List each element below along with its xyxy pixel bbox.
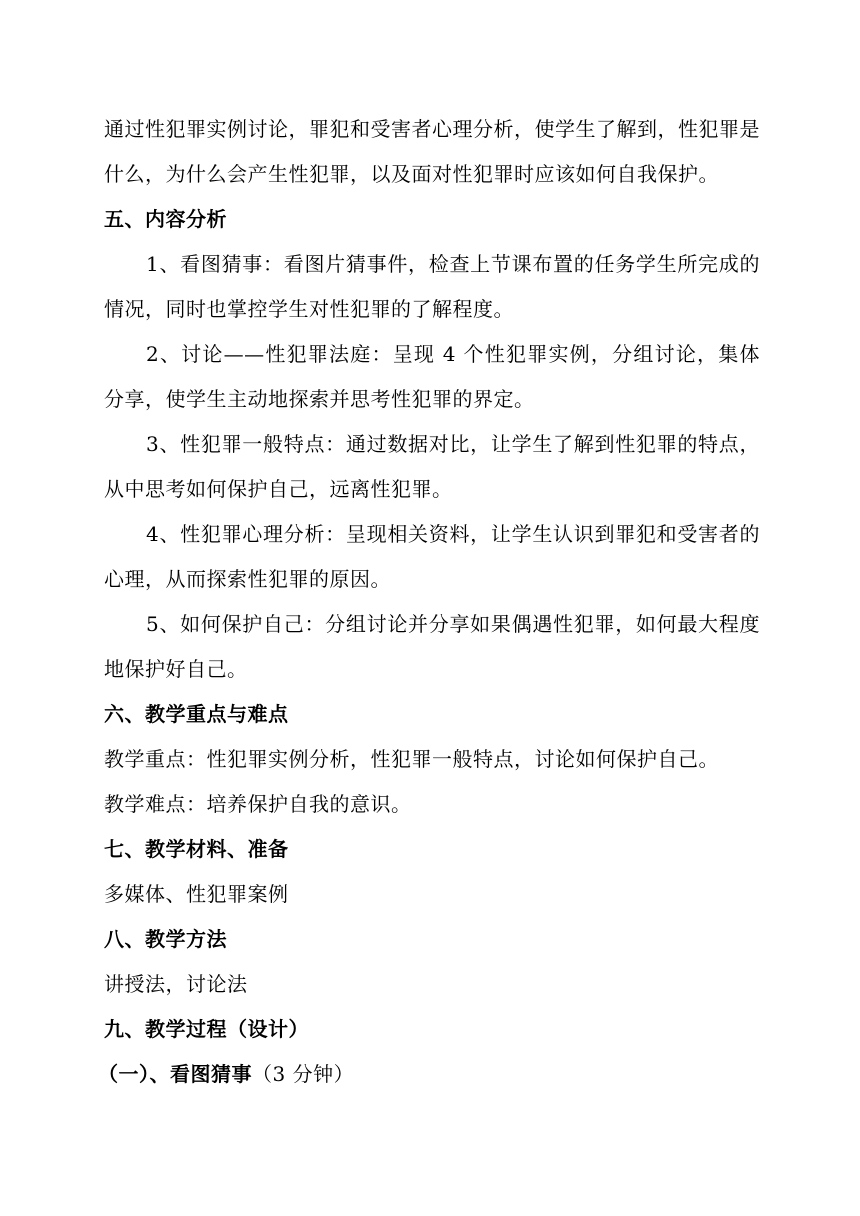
key-points-text: 教学重点：性犯罪实例分析，性犯罪一般特点，讨论如何保护自己。 [104,747,719,771]
content-item-5: 5、如何保护自己：分组讨论并分享如果偶遇性犯罪，如何最大程度地保护好自己。 [104,612,760,681]
methods-text: 讲授法，讨论法 [104,972,248,996]
process-step-1-heading [98,1052,760,1097]
section-7-heading: 七、教学材料、准备 [104,837,289,861]
content-item-2: 2、讨论——性犯罪法庭：呈现 4 个性犯罪实例，分组讨论，集体分享，使学生主动地探索并思考性犯罪的界定。 [104,342,760,411]
difficult-points-text: 教学难点：培养保护自我的意识。 [104,792,412,816]
document-body [98,107,760,1097]
process-step-1-duration: （3 分钟） [252,1062,355,1086]
content-item-3: 3、性犯罪一般特点：通过数据对比，让学生了解到性犯罪的特点，从中思考如何保护自己，远离性犯罪。 [104,432,760,501]
process-step-1-title: （一）、看图猜事 [98,1062,252,1086]
section-9-heading: 九、教学过程（设计） [104,1017,309,1041]
content-item-1: 1、看图猜事：看图片猜事件，检查上节课布置的任务学生所完成的情况，同时也掌控学生对性犯罪的了解程度。 [104,252,760,321]
section-8-heading: 八、教学方法 [104,927,227,951]
section-5-heading: 五、内容分析 [104,207,227,231]
content-item-4: 4、性犯罪心理分析：呈现相关资料，让学生认识到罪犯和受害者的心理，从而探索性犯罪的原因。 [104,522,760,591]
intro-paragraph: 通过性犯罪实例讨论，罪犯和受害者心理分析，使学生了解到，性犯罪是什么，为什么会产生性犯罪，以及面对性犯罪时应该如何自我保护。 [104,117,760,186]
materials-text: 多媒体、性犯罪案例 [104,882,289,906]
section-6-heading: 六、教学重点与难点 [104,702,289,726]
